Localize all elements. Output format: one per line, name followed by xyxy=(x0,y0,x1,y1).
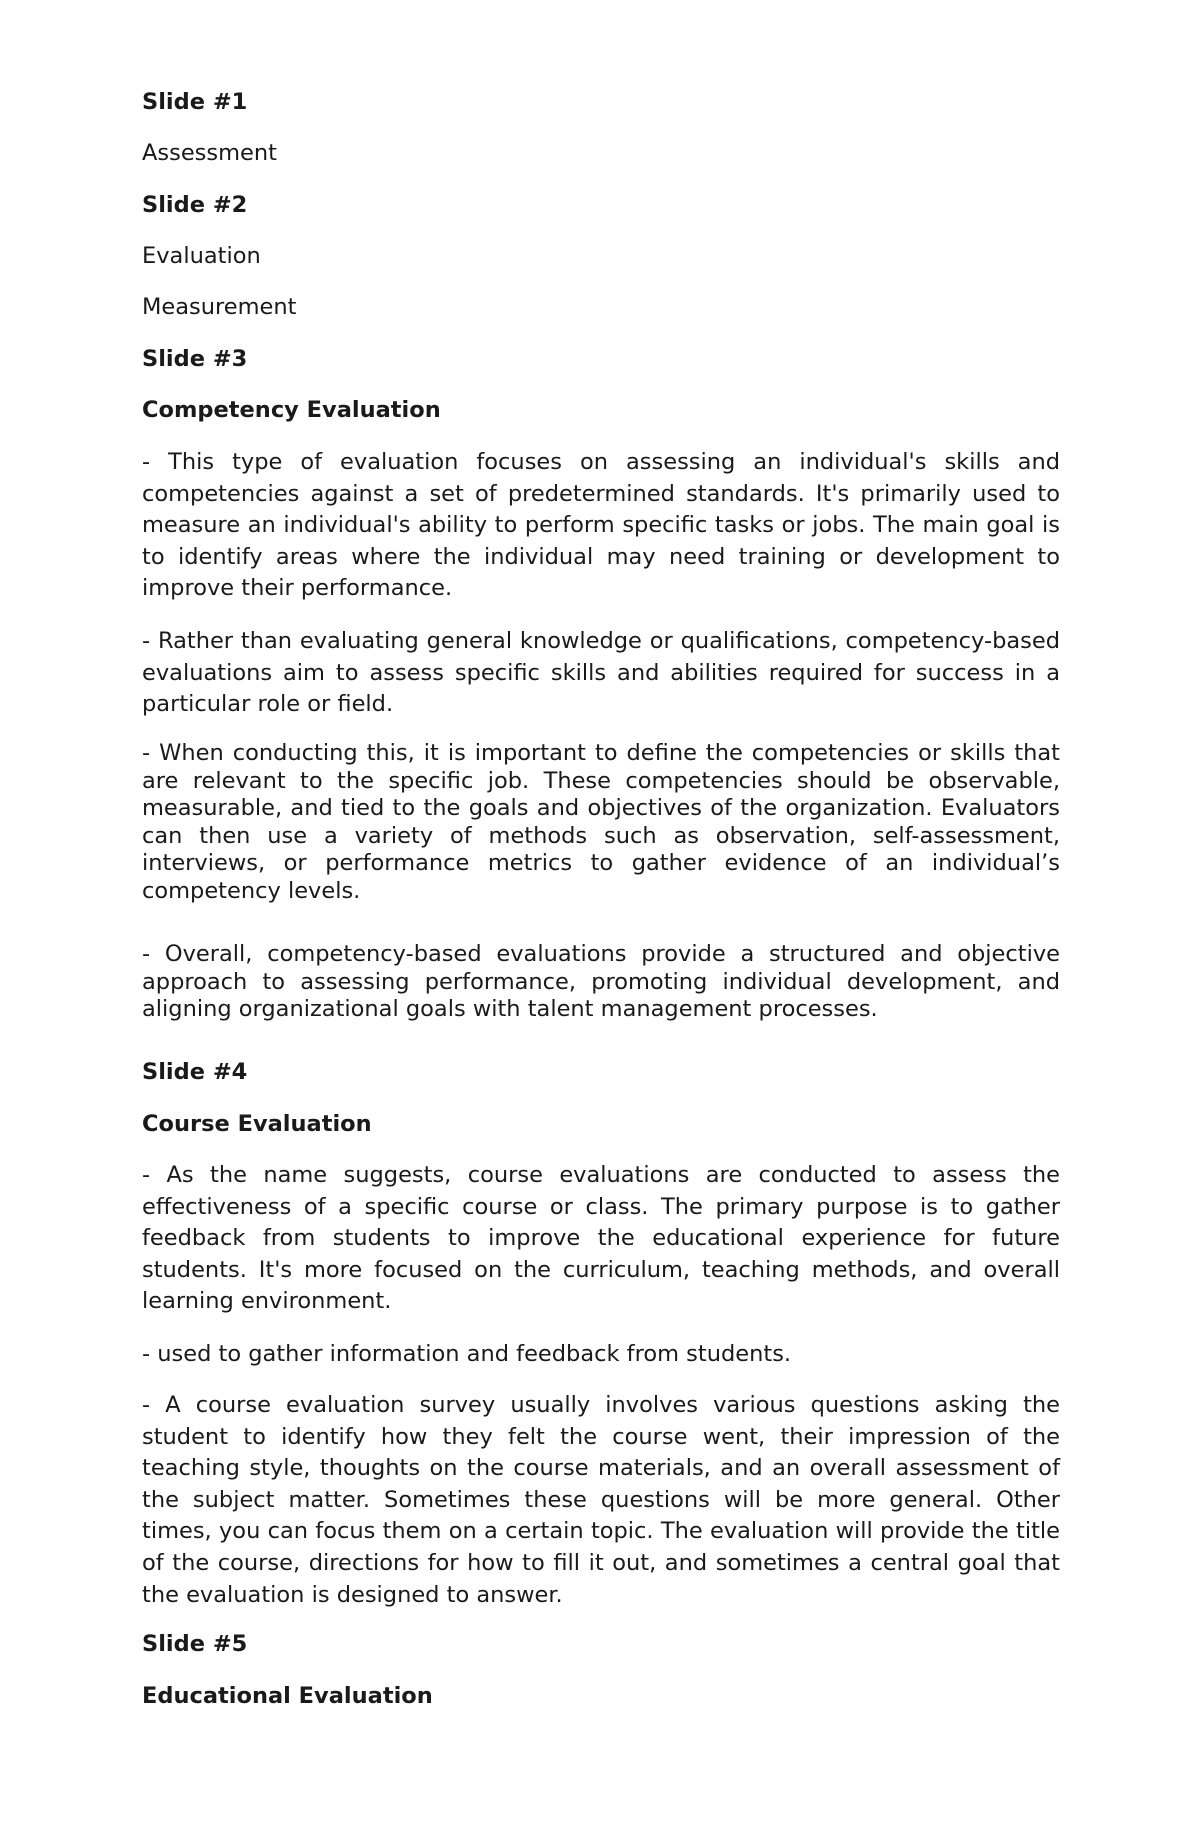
slide-5-heading: Slide #5 xyxy=(142,1631,248,1657)
slide-2-item-evaluation: Evaluation xyxy=(142,243,261,269)
slide-2-item-measurement: Measurement xyxy=(142,294,297,320)
slide-4-heading: Slide #4 xyxy=(142,1059,248,1085)
slide-3-heading: Slide #3 xyxy=(142,346,248,372)
slide-3-title: Competency Evaluation xyxy=(142,397,441,423)
course-paragraph-2: - used to gather information and feedback from students. xyxy=(142,1341,792,1367)
competency-paragraph-1: - This type of evaluation focuses on assessing an individual's skills and competencies against a set of predetermined standards. It's primarily used to measure an individual's ability to perform specific tasks or jobs. The main goal is to identify areas where the individual may need training or development to improve their performance. xyxy=(142,449,1060,602)
slide-2-heading: Slide #2 xyxy=(142,192,248,218)
competency-paragraph-4: - Overall, competency-based evaluations provide a structured and objective approach to assessing performance, promoting individual development, and aligning organizational goals with talent management processes. xyxy=(142,941,1060,1023)
slide-1-title: Assessment xyxy=(142,140,277,166)
slide-4-title: Course Evaluation xyxy=(142,1111,372,1137)
competency-paragraph-2: - Rather than evaluating general knowledge or qualifications, competency-based evaluations aim to assess specific skills and abilities required for success in a particular role or field. xyxy=(142,628,1060,718)
competency-paragraph-3: - When conducting this, it is important to define the competencies or skills that are relevant to the specific job. These competencies should be observable, measurable, and tied to the goals and objectives of the organization. Evaluators can then use a variety of methods such as observation, self-assessment, interviews, or performance metrics to gather evidence of an individual’s competency levels. xyxy=(142,740,1060,904)
slide-5-title: Educational Evaluation xyxy=(142,1683,433,1709)
course-paragraph-3: - A course evaluation survey usually involves various questions asking the student to identify how they felt the course went, their impression of the teaching style, thoughts on the course materials, and an overall assessment of the subject matter. Sometimes these questions will be more general. Other times, you can focus them on a certain topic. The evaluation will provide the title of the course, directions for how to fill it out, and sometimes a central goal that the evaluation is designed to answer. xyxy=(142,1392,1060,1608)
course-paragraph-1: - As the name suggests, course evaluations are conducted to assess the effectiveness of a specific course or class. The primary purpose is to gather feedback from students to improve the educational experience for future students. It's more focused on the curriculum, teaching methods, and overall learning environment. xyxy=(142,1162,1060,1315)
slide-1-heading: Slide #1 xyxy=(142,89,248,115)
